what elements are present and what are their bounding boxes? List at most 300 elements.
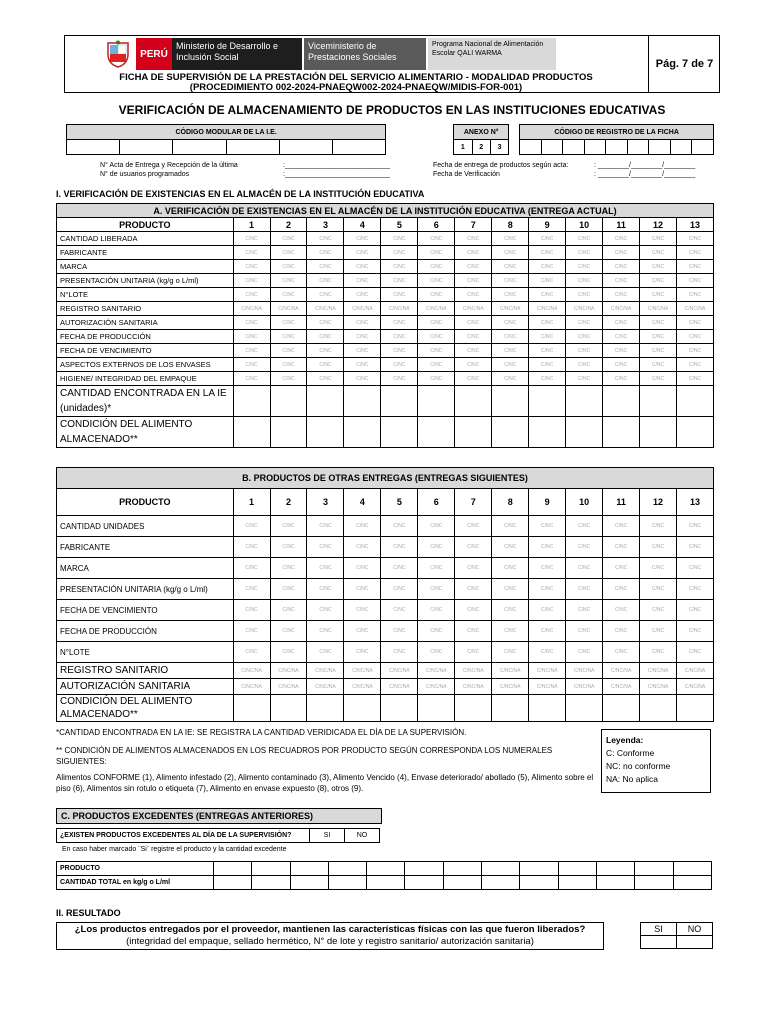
- table-a-cell[interactable]: C/NC: [492, 274, 529, 288]
- table-a-cell[interactable]: C/NC: [418, 246, 455, 260]
- table-a-cell[interactable]: C/NC: [529, 260, 566, 274]
- table-a-cell[interactable]: C/NC/NA: [677, 302, 714, 316]
- table-b-cell[interactable]: C/NC: [492, 579, 529, 600]
- table-b-cell[interactable]: C/NC: [381, 537, 418, 558]
- table-a-cell[interactable]: C/NC: [270, 316, 307, 330]
- table-a-entry-cell[interactable]: [640, 386, 677, 417]
- table-b-cell[interactable]: C/NC: [677, 621, 714, 642]
- table-a-cell[interactable]: C/NC: [307, 330, 344, 344]
- table-a-entry-cell[interactable]: [418, 386, 455, 417]
- table-a-cell[interactable]: C/NC: [677, 288, 714, 302]
- table-a-cell[interactable]: C/NC: [344, 260, 381, 274]
- table-b-cell[interactable]: C/NC: [566, 579, 603, 600]
- table-b-cell[interactable]: C/NC: [529, 642, 566, 663]
- table-a-cell[interactable]: C/NC: [677, 316, 714, 330]
- table-a-entry-cell[interactable]: [418, 417, 455, 448]
- table-a-cell[interactable]: C/NC/NA: [233, 302, 270, 316]
- table-b-cell[interactable]: C/NC: [640, 516, 677, 537]
- table-a-cell[interactable]: C/NC: [307, 344, 344, 358]
- table-a-cell[interactable]: C/NC: [529, 358, 566, 372]
- table-b-cell[interactable]: C/NC/NA: [270, 679, 307, 695]
- table-a-cell[interactable]: C/NC: [640, 330, 677, 344]
- table-b-cell[interactable]: C/NC: [566, 600, 603, 621]
- table-a-cell[interactable]: C/NC: [529, 330, 566, 344]
- table-a-cell[interactable]: C/NC: [603, 316, 640, 330]
- table-b-cell[interactable]: C/NC: [603, 642, 640, 663]
- table-a-cell[interactable]: C/NC: [307, 260, 344, 274]
- table-b-cell[interactable]: C/NC: [603, 621, 640, 642]
- table-a-cell[interactable]: C/NC: [344, 288, 381, 302]
- table-a-cell[interactable]: C/NC: [233, 232, 270, 246]
- table-a-cell[interactable]: C/NC: [344, 344, 381, 358]
- table-a-cell[interactable]: C/NC/NA: [381, 302, 418, 316]
- table-a-cell[interactable]: C/NC: [344, 372, 381, 386]
- table-b-cell[interactable]: C/NC: [603, 558, 640, 579]
- codigo-cell[interactable]: [226, 140, 279, 155]
- table-b-cell[interactable]: C/NC: [492, 516, 529, 537]
- table-b-cell[interactable]: C/NC: [640, 579, 677, 600]
- codigo-cell[interactable]: [279, 140, 332, 155]
- table-a-cell[interactable]: C/NC: [640, 344, 677, 358]
- table-b-cell[interactable]: C/NC: [381, 621, 418, 642]
- table-a-cell[interactable]: C/NC: [418, 288, 455, 302]
- excedentes-cell[interactable]: [520, 876, 558, 890]
- table-b-entry-cell[interactable]: [344, 695, 381, 722]
- table-a-cell[interactable]: C/NC: [529, 372, 566, 386]
- table-a-cell[interactable]: C/NC: [529, 246, 566, 260]
- table-b-cell[interactable]: C/NC: [344, 579, 381, 600]
- table-b-cell[interactable]: C/NC: [603, 579, 640, 600]
- excedentes-cell[interactable]: [328, 876, 366, 890]
- table-b-cell[interactable]: C/NC: [270, 537, 307, 558]
- table-b-cell[interactable]: C/NC: [455, 537, 492, 558]
- table-a-entry-cell[interactable]: [270, 386, 307, 417]
- table-a-cell[interactable]: C/NC: [233, 358, 270, 372]
- table-a-cell[interactable]: C/NC/NA: [455, 302, 492, 316]
- table-b-cell[interactable]: C/NC: [603, 600, 640, 621]
- table-a-entry-cell[interactable]: [455, 386, 492, 417]
- table-b-cell[interactable]: C/NC/NA: [344, 679, 381, 695]
- table-b-cell[interactable]: C/NC: [529, 600, 566, 621]
- table-b-cell[interactable]: C/NC: [455, 579, 492, 600]
- table-b-entry-cell[interactable]: [603, 695, 640, 722]
- excedentes-cell[interactable]: [214, 862, 252, 876]
- table-a-cell[interactable]: C/NC: [233, 372, 270, 386]
- table-b-cell[interactable]: C/NC: [492, 642, 529, 663]
- table-a-cell[interactable]: C/NC: [492, 232, 529, 246]
- table-b-cell[interactable]: C/NC: [640, 621, 677, 642]
- table-b-cell[interactable]: C/NC: [455, 621, 492, 642]
- table-a-cell[interactable]: C/NC: [566, 316, 603, 330]
- table-a-cell[interactable]: C/NC: [492, 344, 529, 358]
- excedentes-cell[interactable]: [596, 876, 634, 890]
- table-a-cell[interactable]: C/NC: [566, 358, 603, 372]
- table-b-cell[interactable]: C/NC: [418, 621, 455, 642]
- table-a-cell[interactable]: C/NC: [418, 316, 455, 330]
- excedentes-cell[interactable]: [328, 862, 366, 876]
- table-a-cell[interactable]: C/NC: [455, 288, 492, 302]
- excedentes-cell[interactable]: [558, 862, 596, 876]
- table-b-cell[interactable]: C/NC/NA: [455, 663, 492, 679]
- table-b-cell[interactable]: C/NC/NA: [270, 663, 307, 679]
- table-b-cell[interactable]: C/NC: [677, 579, 714, 600]
- table-a-cell[interactable]: C/NC: [270, 274, 307, 288]
- table-b-cell[interactable]: C/NC: [455, 600, 492, 621]
- table-b-cell[interactable]: C/NC: [677, 537, 714, 558]
- table-b-cell[interactable]: C/NC/NA: [677, 679, 714, 695]
- table-a-cell[interactable]: C/NC: [640, 246, 677, 260]
- table-a-cell[interactable]: C/NC: [307, 358, 344, 372]
- table-b-cell[interactable]: C/NC: [418, 537, 455, 558]
- excedentes-cell[interactable]: [405, 876, 443, 890]
- table-b-cell[interactable]: C/NC: [529, 516, 566, 537]
- table-a-cell[interactable]: C/NC/NA: [566, 302, 603, 316]
- registro-cell[interactable]: [627, 140, 649, 155]
- table-a-cell[interactable]: C/NC: [233, 330, 270, 344]
- table-a-cell[interactable]: C/NC: [677, 358, 714, 372]
- excedentes-cell[interactable]: [482, 862, 520, 876]
- table-b-cell[interactable]: C/NC: [677, 558, 714, 579]
- table-a-entry-cell[interactable]: [640, 417, 677, 448]
- table-a-cell[interactable]: C/NC: [455, 344, 492, 358]
- table-a-cell[interactable]: C/NC: [381, 246, 418, 260]
- excedentes-cell[interactable]: [520, 862, 558, 876]
- table-b-cell[interactable]: C/NC: [307, 537, 344, 558]
- table-a-cell[interactable]: C/NC: [418, 344, 455, 358]
- table-b-cell[interactable]: C/NC: [307, 516, 344, 537]
- table-b-entry-cell[interactable]: [640, 695, 677, 722]
- table-a-cell[interactable]: C/NC: [381, 372, 418, 386]
- table-b-cell[interactable]: C/NC/NA: [307, 663, 344, 679]
- table-a-cell[interactable]: C/NC: [492, 330, 529, 344]
- table-a-cell[interactable]: C/NC: [344, 316, 381, 330]
- table-b-cell[interactable]: C/NC: [640, 558, 677, 579]
- table-a-cell[interactable]: C/NC: [455, 274, 492, 288]
- table-a-cell[interactable]: C/NC: [492, 246, 529, 260]
- table-b-cell[interactable]: C/NC: [344, 600, 381, 621]
- table-b-cell[interactable]: C/NC: [492, 558, 529, 579]
- excedentes-cell[interactable]: [635, 862, 673, 876]
- table-b-cell[interactable]: C/NC/NA: [492, 679, 529, 695]
- table-b-cell[interactable]: C/NC: [307, 558, 344, 579]
- table-b-cell[interactable]: C/NC: [566, 516, 603, 537]
- table-a-cell[interactable]: C/NC: [529, 344, 566, 358]
- table-a-cell[interactable]: C/NC: [233, 288, 270, 302]
- table-b-cell[interactable]: C/NC: [418, 642, 455, 663]
- excedentes-cell[interactable]: [673, 876, 711, 890]
- table-a-cell[interactable]: C/NC: [566, 246, 603, 260]
- table-a-cell[interactable]: C/NC: [640, 316, 677, 330]
- table-b-entry-cell[interactable]: [270, 695, 307, 722]
- table-b-cell[interactable]: C/NC/NA: [603, 679, 640, 695]
- table-a-cell[interactable]: C/NC: [233, 316, 270, 330]
- table-b-cell[interactable]: C/NC: [566, 537, 603, 558]
- table-a-cell[interactable]: C/NC: [566, 288, 603, 302]
- table-b-cell[interactable]: C/NC: [455, 642, 492, 663]
- table-a-cell[interactable]: C/NC: [677, 246, 714, 260]
- table-a-cell[interactable]: C/NC: [307, 274, 344, 288]
- registro-cell[interactable]: [584, 140, 606, 155]
- table-b-cell[interactable]: C/NC/NA: [381, 663, 418, 679]
- table-a-cell[interactable]: C/NC: [492, 372, 529, 386]
- excedentes-cell[interactable]: [252, 876, 290, 890]
- table-a-cell[interactable]: C/NC: [418, 330, 455, 344]
- table-a-cell[interactable]: C/NC: [270, 246, 307, 260]
- table-b-cell[interactable]: C/NC: [455, 516, 492, 537]
- excedentes-cell[interactable]: [252, 862, 290, 876]
- table-b-cell[interactable]: C/NC: [418, 579, 455, 600]
- table-a-cell[interactable]: C/NC: [492, 358, 529, 372]
- excedentes-cell[interactable]: [482, 876, 520, 890]
- table-a-cell[interactable]: C/NC: [455, 358, 492, 372]
- table-a-cell[interactable]: C/NC: [344, 232, 381, 246]
- table-a-entry-cell[interactable]: [529, 386, 566, 417]
- table-a-cell[interactable]: C/NC: [677, 260, 714, 274]
- table-a-cell[interactable]: C/NC: [344, 330, 381, 344]
- registro-cell[interactable]: [606, 140, 628, 155]
- table-a-cell[interactable]: C/NC: [381, 274, 418, 288]
- table-a-cell[interactable]: C/NC: [455, 260, 492, 274]
- table-a-cell[interactable]: C/NC: [529, 288, 566, 302]
- table-b-cell[interactable]: C/NC: [307, 579, 344, 600]
- table-a-cell[interactable]: C/NC: [640, 274, 677, 288]
- table-a-cell[interactable]: C/NC: [677, 274, 714, 288]
- table-a-cell[interactable]: C/NC: [640, 260, 677, 274]
- table-b-cell[interactable]: C/NC: [455, 558, 492, 579]
- codigo-cell[interactable]: [67, 140, 120, 155]
- table-a-cell[interactable]: C/NC/NA: [344, 302, 381, 316]
- table-a-cell[interactable]: C/NC: [270, 358, 307, 372]
- table-a-cell[interactable]: C/NC: [418, 260, 455, 274]
- table-a-cell[interactable]: C/NC: [270, 260, 307, 274]
- table-b-entry-cell[interactable]: [492, 695, 529, 722]
- table-a-cell[interactable]: C/NC: [529, 274, 566, 288]
- table-b-cell[interactable]: C/NC: [381, 558, 418, 579]
- table-b-cell[interactable]: C/NC: [418, 600, 455, 621]
- table-a-cell[interactable]: C/NC: [307, 316, 344, 330]
- table-a-cell[interactable]: C/NC: [640, 358, 677, 372]
- table-a-cell[interactable]: C/NC: [307, 232, 344, 246]
- table-a-cell[interactable]: C/NC: [640, 372, 677, 386]
- table-b-cell[interactable]: C/NC: [492, 600, 529, 621]
- table-a-cell[interactable]: C/NC: [603, 260, 640, 274]
- excedentes-cell[interactable]: [290, 862, 328, 876]
- table-b-cell[interactable]: C/NC: [529, 579, 566, 600]
- excedentes-si[interactable]: SI: [310, 829, 345, 843]
- table-a-cell[interactable]: C/NC: [270, 288, 307, 302]
- table-a-cell[interactable]: C/NC: [381, 330, 418, 344]
- table-a-cell[interactable]: C/NC: [307, 288, 344, 302]
- table-a-cell[interactable]: C/NC/NA: [307, 302, 344, 316]
- table-b-cell[interactable]: C/NC: [233, 516, 270, 537]
- table-b-cell[interactable]: C/NC: [640, 537, 677, 558]
- table-a-entry-cell[interactable]: [566, 417, 603, 448]
- table-a-cell[interactable]: C/NC: [640, 288, 677, 302]
- table-a-cell[interactable]: C/NC: [381, 316, 418, 330]
- table-b-cell[interactable]: C/NC: [344, 516, 381, 537]
- table-b-cell[interactable]: C/NC: [270, 579, 307, 600]
- table-b-entry-cell[interactable]: [677, 695, 714, 722]
- registro-cell[interactable]: [692, 140, 714, 155]
- table-a-cell[interactable]: C/NC/NA: [529, 302, 566, 316]
- excedentes-cell[interactable]: [367, 876, 405, 890]
- table-b-cell[interactable]: C/NC/NA: [233, 663, 270, 679]
- excedentes-no[interactable]: NO: [345, 829, 380, 843]
- table-a-cell[interactable]: C/NC: [307, 246, 344, 260]
- table-a-cell[interactable]: C/NC: [566, 344, 603, 358]
- table-b-cell[interactable]: C/NC: [233, 558, 270, 579]
- table-a-cell[interactable]: C/NC: [677, 232, 714, 246]
- table-b-cell[interactable]: C/NC/NA: [492, 663, 529, 679]
- table-b-cell[interactable]: C/NC: [677, 642, 714, 663]
- table-b-cell[interactable]: C/NC: [344, 558, 381, 579]
- table-a-cell[interactable]: C/NC: [529, 316, 566, 330]
- table-a-cell[interactable]: C/NC: [344, 246, 381, 260]
- table-b-cell[interactable]: C/NC/NA: [418, 679, 455, 695]
- anexo-cell[interactable]: 3: [490, 140, 508, 155]
- table-b-entry-cell[interactable]: [307, 695, 344, 722]
- table-b-cell[interactable]: C/NC: [566, 642, 603, 663]
- table-b-cell[interactable]: C/NC: [233, 537, 270, 558]
- table-b-cell[interactable]: C/NC: [233, 621, 270, 642]
- table-b-cell[interactable]: C/NC: [418, 516, 455, 537]
- table-b-entry-cell[interactable]: [233, 695, 270, 722]
- registro-cell[interactable]: [670, 140, 692, 155]
- table-b-cell[interactable]: C/NC: [566, 621, 603, 642]
- table-a-cell[interactable]: C/NC: [492, 260, 529, 274]
- table-a-cell[interactable]: C/NC: [566, 232, 603, 246]
- table-b-cell[interactable]: C/NC/NA: [381, 679, 418, 695]
- table-b-cell[interactable]: C/NC: [233, 579, 270, 600]
- resultado-si[interactable]: SI: [641, 923, 677, 936]
- codigo-cell[interactable]: [120, 140, 173, 155]
- registro-cell[interactable]: [649, 140, 671, 155]
- table-b-cell[interactable]: C/NC: [307, 600, 344, 621]
- table-a-entry-cell[interactable]: [270, 417, 307, 448]
- table-b-cell[interactable]: C/NC/NA: [677, 663, 714, 679]
- table-a-cell[interactable]: C/NC: [603, 246, 640, 260]
- table-b-cell[interactable]: C/NC: [381, 642, 418, 663]
- table-b-cell[interactable]: C/NC/NA: [233, 679, 270, 695]
- table-a-cell[interactable]: C/NC/NA: [603, 302, 640, 316]
- table-b-cell[interactable]: C/NC: [640, 642, 677, 663]
- table-b-cell[interactable]: C/NC: [603, 516, 640, 537]
- table-b-cell[interactable]: C/NC/NA: [418, 663, 455, 679]
- table-a-cell[interactable]: C/NC: [381, 288, 418, 302]
- table-a-cell[interactable]: C/NC: [640, 232, 677, 246]
- table-a-cell[interactable]: C/NC: [233, 274, 270, 288]
- table-a-cell[interactable]: C/NC: [603, 372, 640, 386]
- table-a-entry-cell[interactable]: [492, 417, 529, 448]
- table-a-cell[interactable]: C/NC: [270, 232, 307, 246]
- table-b-cell[interactable]: C/NC: [677, 600, 714, 621]
- table-b-cell[interactable]: C/NC: [381, 600, 418, 621]
- table-b-cell[interactable]: C/NC: [492, 621, 529, 642]
- table-b-cell[interactable]: C/NC: [566, 558, 603, 579]
- table-a-entry-cell[interactable]: [603, 386, 640, 417]
- table-a-entry-cell[interactable]: [344, 386, 381, 417]
- table-a-cell[interactable]: C/NC: [381, 260, 418, 274]
- table-a-cell[interactable]: C/NC: [270, 372, 307, 386]
- table-a-entry-cell[interactable]: [529, 417, 566, 448]
- table-a-cell[interactable]: C/NC: [418, 232, 455, 246]
- table-b-cell[interactable]: C/NC: [344, 537, 381, 558]
- table-a-cell[interactable]: C/NC: [233, 246, 270, 260]
- table-a-cell[interactable]: C/NC: [233, 260, 270, 274]
- table-a-cell[interactable]: C/NC: [566, 274, 603, 288]
- table-a-cell[interactable]: C/NC/NA: [640, 302, 677, 316]
- table-a-cell[interactable]: C/NC/NA: [270, 302, 307, 316]
- registro-cell[interactable]: [520, 140, 542, 155]
- table-b-cell[interactable]: C/NC: [344, 621, 381, 642]
- table-b-cell[interactable]: C/NC: [381, 516, 418, 537]
- table-a-cell[interactable]: C/NC: [381, 358, 418, 372]
- table-b-cell[interactable]: C/NC/NA: [640, 663, 677, 679]
- excedentes-cell[interactable]: [443, 862, 481, 876]
- table-b-cell[interactable]: C/NC: [233, 600, 270, 621]
- table-a-cell[interactable]: C/NC: [566, 260, 603, 274]
- table-b-cell[interactable]: C/NC: [677, 516, 714, 537]
- table-b-entry-cell[interactable]: [566, 695, 603, 722]
- table-a-cell[interactable]: C/NC: [307, 372, 344, 386]
- anexo-cell[interactable]: 1: [454, 140, 472, 155]
- table-a-cell[interactable]: C/NC: [603, 358, 640, 372]
- table-b-cell[interactable]: C/NC: [270, 558, 307, 579]
- table-a-entry-cell[interactable]: [307, 386, 344, 417]
- table-b-cell[interactable]: C/NC: [344, 642, 381, 663]
- table-b-cell[interactable]: C/NC: [270, 642, 307, 663]
- table-a-cell[interactable]: C/NC: [492, 288, 529, 302]
- table-a-entry-cell[interactable]: [344, 417, 381, 448]
- table-a-cell[interactable]: C/NC: [455, 330, 492, 344]
- registro-cell[interactable]: [563, 140, 585, 155]
- table-a-cell[interactable]: C/NC: [677, 330, 714, 344]
- table-a-entry-cell[interactable]: [381, 417, 418, 448]
- acta-field[interactable]: :___________________________: [283, 162, 391, 169]
- registro-cell[interactable]: [541, 140, 563, 155]
- table-b-cell[interactable]: C/NC: [603, 537, 640, 558]
- table-b-entry-cell[interactable]: [455, 695, 492, 722]
- table-a-cell[interactable]: C/NC: [455, 232, 492, 246]
- excedentes-cell[interactable]: [367, 862, 405, 876]
- table-a-cell[interactable]: C/NC: [529, 232, 566, 246]
- table-a-cell[interactable]: C/NC: [603, 344, 640, 358]
- table-a-entry-cell[interactable]: [603, 417, 640, 448]
- table-a-cell[interactable]: C/NC: [455, 316, 492, 330]
- table-a-cell[interactable]: C/NC: [566, 330, 603, 344]
- table-a-entry-cell[interactable]: [233, 417, 270, 448]
- table-a-cell[interactable]: C/NC: [418, 274, 455, 288]
- table-b-cell[interactable]: C/NC/NA: [529, 679, 566, 695]
- resultado-no[interactable]: NO: [677, 923, 713, 936]
- table-a-cell[interactable]: C/NC/NA: [418, 302, 455, 316]
- table-a-cell[interactable]: C/NC: [344, 274, 381, 288]
- table-b-cell[interactable]: C/NC: [529, 621, 566, 642]
- table-a-cell[interactable]: C/NC: [603, 274, 640, 288]
- table-a-entry-cell[interactable]: [233, 386, 270, 417]
- table-a-entry-cell[interactable]: [677, 417, 714, 448]
- table-b-cell[interactable]: C/NC: [270, 600, 307, 621]
- table-a-cell[interactable]: C/NC: [603, 232, 640, 246]
- table-a-cell[interactable]: C/NC: [418, 358, 455, 372]
- table-b-cell[interactable]: C/NC: [233, 642, 270, 663]
- table-a-cell[interactable]: C/NC/NA: [492, 302, 529, 316]
- codigo-cell[interactable]: [333, 140, 386, 155]
- table-a-entry-cell[interactable]: [307, 417, 344, 448]
- table-a-entry-cell[interactable]: [492, 386, 529, 417]
- table-a-cell[interactable]: C/NC: [381, 344, 418, 358]
- table-b-cell[interactable]: C/NC/NA: [529, 663, 566, 679]
